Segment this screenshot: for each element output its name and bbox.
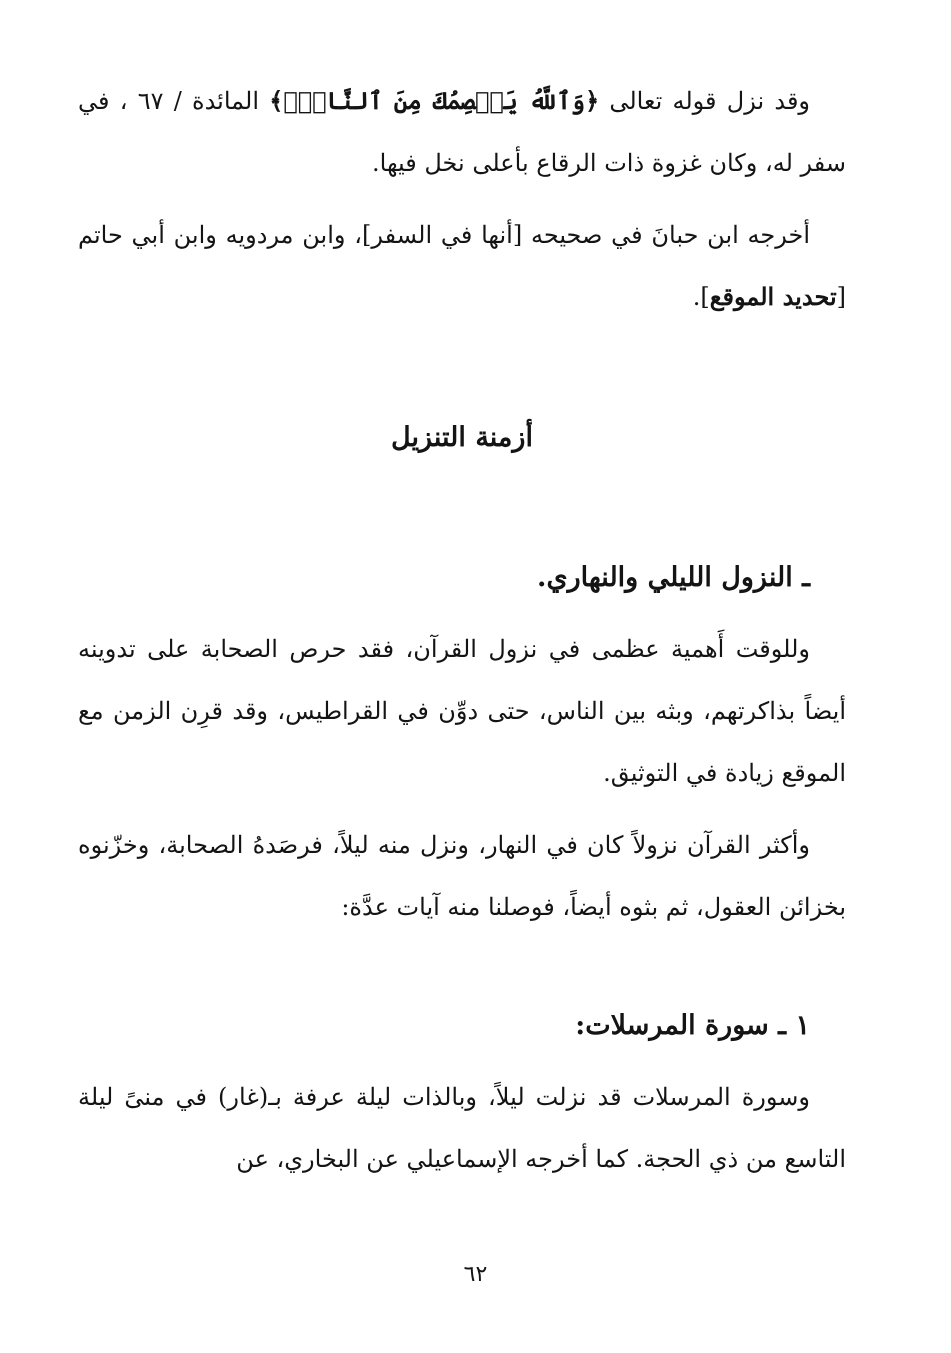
bold-location-term: تحديد الموقع: [709, 282, 837, 311]
page-body: [78, 70, 846, 1190]
paragraph-night-revelation: وأكثر القرآن نزولاً كان في النهار، ونزل منه ليلاً، فرصَدهُ الصحابة، وخزّنوه بخزائن العقول، ثم بثوه أيضاً، فوصلنا منه آيات عدَّة:: [78, 831, 846, 921]
chapter-title: أزمنة التنزيل: [391, 422, 533, 453]
paragraph-2-end: ].: [692, 283, 710, 311]
quran-verse: ﴿وَٱللَّهُ يَعۡصِمُكَ مِنَ ٱلنَّاسِۗ﴾: [269, 86, 600, 115]
page-number: ٦٢: [463, 1262, 488, 1287]
paragraph-mursalat: وسورة المرسلات قد نزلت ليلاً، وبالذات ليلة عرفة بـ(غار) في منىً ليلة التاسع من ذي الحجة. كما أخرجه الإسماعيلي عن البخاري، عن: [78, 1083, 846, 1173]
paragraph-1-rest: المائدة / ٦٧ ، في سفر له، وكان غزوة ذات الرقاع بأعلى نخل فيها.: [78, 87, 846, 177]
paragraph-importance-of-time: وللوقت أَهمية عظمى في نزول القرآن، فقد حرص الصحابة على تدوينه أيضاً بذاكرتهم، وبثه بين الناس، حتى دوِّن في القراطيس، وقد قرِن الزمن مع الموقع زيادة في التوثيق.: [78, 635, 846, 787]
section-heading-night-day: ـ النزول الليلي والنهاري.: [537, 562, 810, 593]
paragraph-2-text: أخرجه ابن حبانَ في صحيحه [أنها في السفر]، وابن مردويه وابن أبي حاتم [: [78, 221, 846, 311]
paragraph-sources: [78, 204, 846, 328]
section-heading-mursalat: ١ ـ سورة المرسلات:: [575, 1010, 810, 1041]
paragraph-quran-citation: [78, 70, 846, 194]
paragraph-1-intro: وقد نزل قوله تعالى: [599, 87, 811, 115]
